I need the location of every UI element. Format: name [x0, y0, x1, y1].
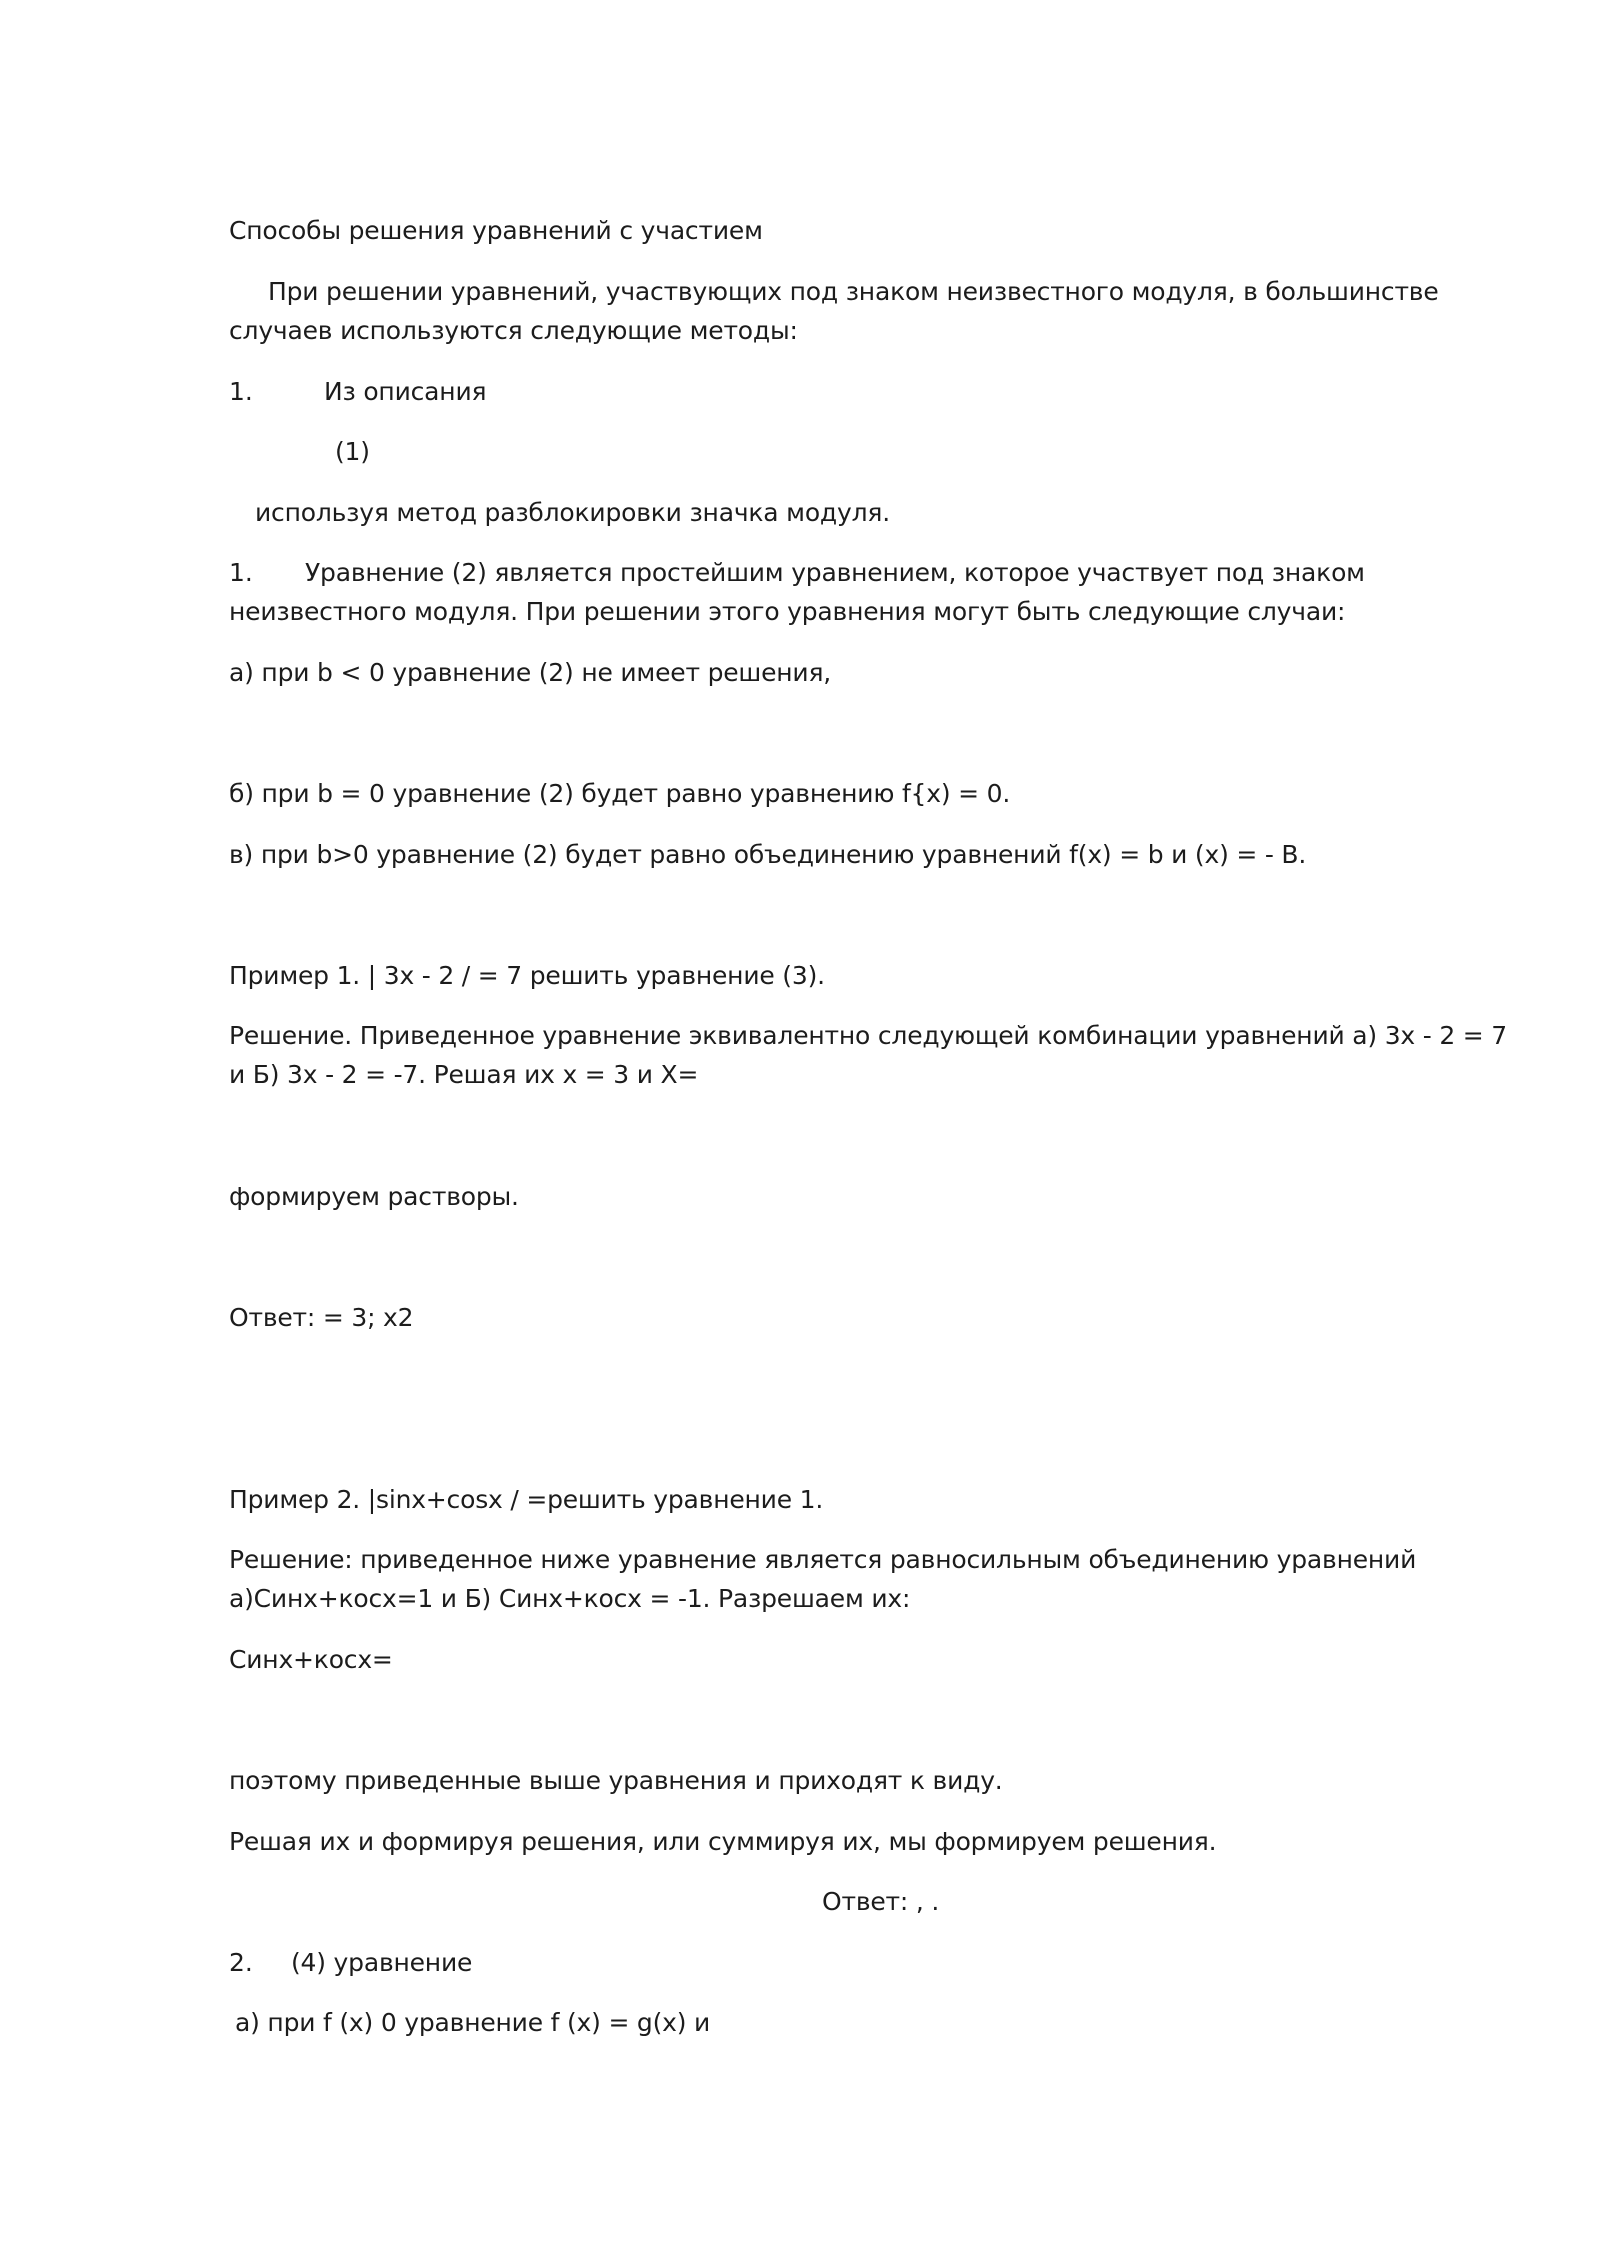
list-item-line-1: Уравнение (2) является простейшим уравнением, которое участвует под знаком — [305, 558, 1365, 587]
example-1-answer: Ответ: = 3; x2 — [229, 1303, 414, 1332]
intro-line-2: случаев используются следующие методы: — [229, 316, 798, 345]
example-2-solution-line-2: а)Синх+косх=1 и Б) Синх+косх = -1. Разрешаем их: — [229, 1584, 911, 1613]
example-2-solution-line-1: Решение: приведенное ниже уравнение является равносильным объединению уравнений — [229, 1545, 1417, 1574]
equation-label: (1) — [335, 437, 370, 466]
list-item-line-2: неизвестного модуля. При решении этого уравнения могут быть следующие случаи: — [229, 597, 1346, 626]
paragraph: используя метод разблокировки значка модуля. — [255, 498, 890, 527]
example-2-heading: Пример 2. |sinx+cosx / =решить уравнение 1. — [229, 1485, 824, 1514]
example-1-heading: Пример 1. | 3x - 2 / = 7 решить уравнение (3). — [229, 961, 825, 990]
example-2-answer: Ответ: , . — [822, 1887, 940, 1916]
example-2-solving-line: Решая их и формируя решения, или суммируя их, мы формируем решения. — [229, 1827, 1217, 1856]
example-1-solution-line-1: Решение. Приведенное уравнение эквивалентно следующей комбинации уравнений а) 3x - 2 = 7 — [229, 1021, 1507, 1050]
case-a: а) при b < 0 уравнение (2) не имеет решения, — [229, 658, 832, 687]
case-b: б) при b = 0 уравнение (2) будет равно уравнению f{x) = 0. — [229, 779, 1011, 808]
list-number: 1. — [229, 377, 253, 406]
example-1-form: формируем растворы. — [229, 1182, 519, 1211]
list-number: 2. — [229, 1948, 253, 1977]
case-c: в) при b>0 уравнение (2) будет равно объединению уравнений f(x) = b и (x) = - B. — [229, 840, 1307, 869]
example-1-solution-line-2: и Б) 3x - 2 = -7. Решая их x = 3 и X= — [229, 1060, 699, 1089]
document-title: Способы решения уравнений с участием — [229, 216, 763, 245]
case-final: а) при f (x) 0 уравнение f (x) = g(x) и — [235, 2008, 711, 2037]
intro-line-1: При решении уравнений, участвующих под знаком неизвестного модуля, в большинстве — [268, 277, 1439, 306]
example-2-therefore-line: поэтому приведенные выше уравнения и приходят к виду. — [229, 1766, 1003, 1795]
list-number: 1. — [229, 558, 253, 587]
example-2-sin-line: Синх+косх= — [229, 1645, 393, 1674]
list-item-text: Из описания — [324, 377, 487, 406]
list-item-text: (4) уравнение — [291, 1948, 473, 1977]
